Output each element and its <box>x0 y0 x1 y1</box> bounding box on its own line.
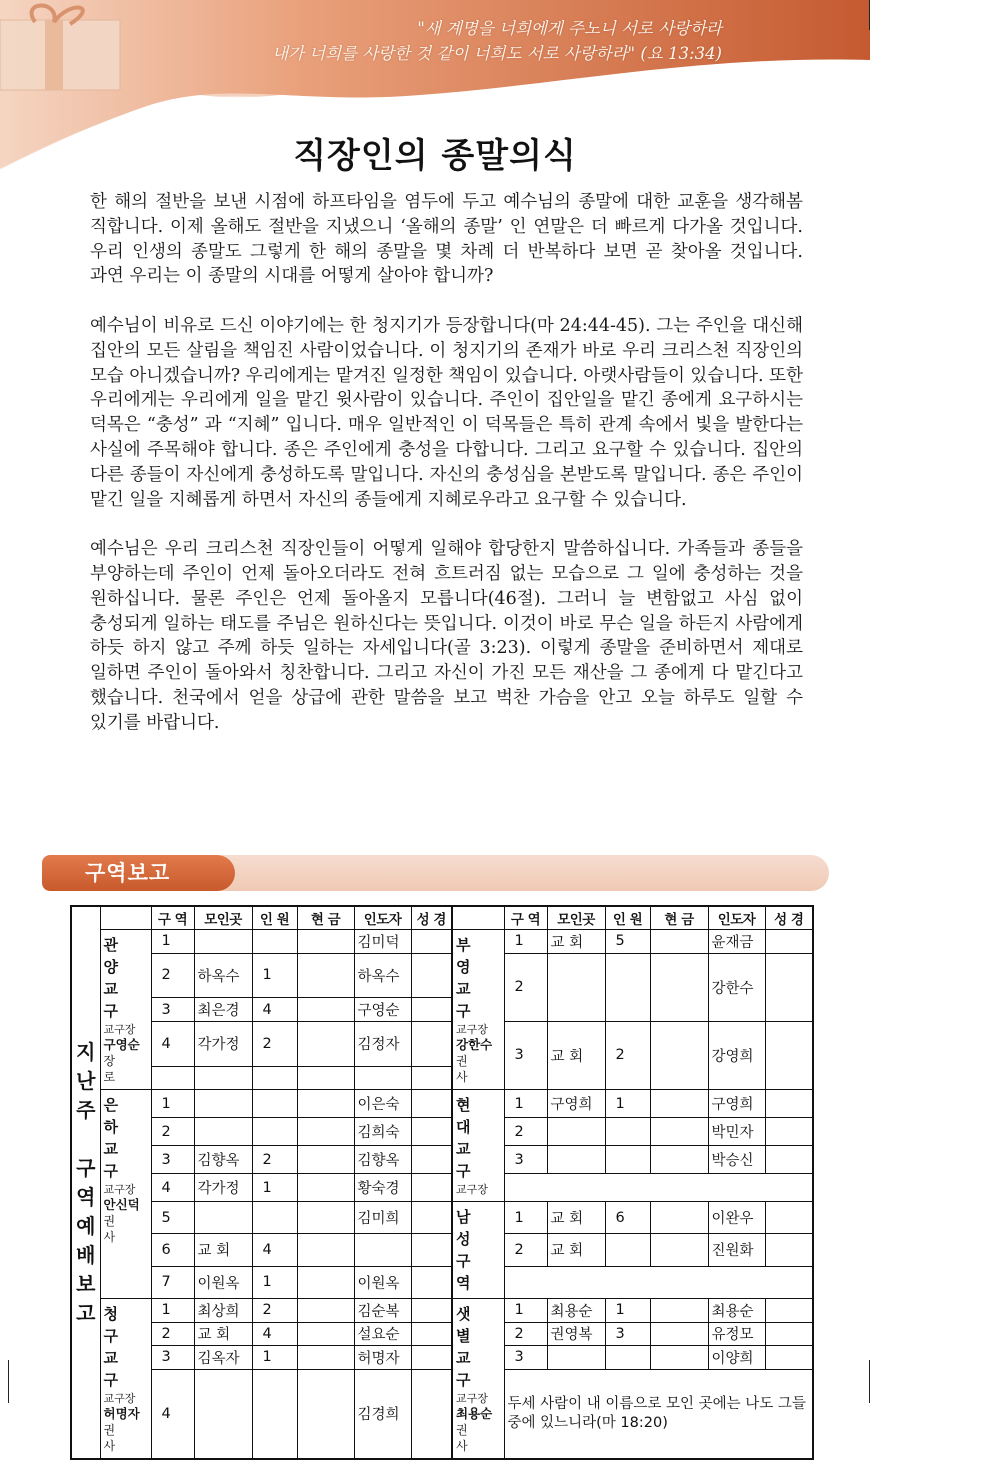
leader-cell: 김미희 <box>354 1202 411 1234</box>
meeting-place: 교 회 <box>547 1202 605 1234</box>
district-name: 청 구 <box>103 1305 126 1345</box>
offering-amount <box>650 1346 708 1370</box>
offering-amount <box>297 1322 354 1346</box>
district-name-cell <box>100 1299 151 1460</box>
district-name: 현 대 <box>456 1096 479 1136</box>
leader-name: 구영순 <box>103 1037 140 1052</box>
attendance-count <box>605 1146 650 1174</box>
offering-amount <box>650 1118 708 1146</box>
column-header: 인도자 <box>708 906 765 930</box>
table-row <box>71 1266 813 1298</box>
leader-cell: 구영순 <box>354 998 411 1022</box>
attendance-count <box>252 1090 297 1118</box>
table-cell <box>765 953 813 1021</box>
attendance-count: 3 <box>605 1322 650 1346</box>
leader-cell: 김순복 <box>354 1299 411 1323</box>
row-number: 1 <box>151 1299 194 1323</box>
leader-cell: 유정모 <box>708 1322 765 1346</box>
attendance-count: 4 <box>252 1322 297 1346</box>
table-cell: 강한수 <box>708 953 765 1021</box>
side-label-char: 지 <box>76 1039 96 1064</box>
row-number: 3 <box>151 1346 194 1370</box>
offering-amount <box>297 1202 354 1234</box>
leader-cell: 김향옥 <box>354 1146 411 1174</box>
meeting-place <box>194 1202 252 1234</box>
paragraph-2: 예수님이 비유로 드신 이야기에는 한 청지기가 등장합니다(마 24:44-45). 그는 주인을 대신해 집안의 모든 살림을 책임진 사람이었습니다. 이 청지기의 존재가 바로 우리 크리스천 직장인의 모습 아니겠습니까? 우리에게는 맡겨진 일정한 책임이 있습니다. 아랫사람들이 있습니다. 또한 우리에게는 우리에게 일을 맡긴 윗사람이 있습니다. 주인이 집안일을 맡긴 종에게 요구하시는 덕목은 “충성” 과 “지혜” 입니다. 매우 일반적인 이 덕목들은 특히 관계 속에서 빛을 발한다는 사실에 주목해야 합니다. 종은 주인에게 충성을 다합니다. 그리고 요구할 수 있습니다. 집안의 다른 종들이 자신에게 충성하도록 말입니다. 자신의 충성심을 본받도록 말입니다. 종은 주인이 맡긴 일을 지혜롭게 하면서 자신의 종들에게 지혜로우라고 요구할 수 있습니다. <box>90 315 803 510</box>
table-row <box>71 1202 813 1234</box>
district-type: 교 구 <box>103 1349 126 1389</box>
meeting-place: 김옥자 <box>194 1346 252 1370</box>
column-header: 인 원 <box>605 906 650 930</box>
district-name: 부 영 <box>456 936 479 976</box>
district-name-cell <box>452 1202 504 1299</box>
table-row <box>71 1174 813 1202</box>
bible-cell <box>411 1146 452 1174</box>
district-name: 남 성 <box>456 1208 479 1248</box>
table-row <box>71 1118 813 1146</box>
section-header <box>42 855 829 891</box>
district-name-cell <box>452 1299 504 1460</box>
row-number: 1 <box>504 1202 547 1234</box>
leader-cell: 김미덕 <box>354 930 411 954</box>
table-cell: 2 <box>605 1021 650 1089</box>
column-header: 모인곳 <box>547 906 605 930</box>
meeting-place: 구영희 <box>547 1090 605 1118</box>
district-type: 구 역 <box>456 1252 479 1292</box>
table-header-row <box>71 906 813 930</box>
table-row <box>71 1021 813 1066</box>
offering-amount <box>297 1266 354 1298</box>
table-cell <box>547 953 605 1021</box>
empty-cell <box>504 1266 813 1298</box>
leader-cell: 허명자 <box>354 1346 411 1370</box>
column-header: 성 경 <box>411 906 452 930</box>
offering-amount <box>297 1174 354 1202</box>
table-row <box>71 1369 813 1416</box>
attendance-count <box>252 1066 297 1090</box>
leader-cell: 하옥수 <box>354 953 411 998</box>
row-number: 3 <box>504 1346 547 1370</box>
table-row <box>71 953 813 998</box>
leader-cell: 김정자 <box>354 1021 411 1066</box>
table-cell <box>297 1369 354 1459</box>
table-row <box>71 1090 813 1118</box>
leader-cell: 김희숙 <box>354 1118 411 1146</box>
table-cell: 김경희 <box>354 1369 411 1459</box>
side-label-char: 배 <box>76 1242 96 1267</box>
scripture-footer: 두세 사람이 내 이름으로 모인 곳에는 나도 그들 중에 있느니라(마 18:20) <box>504 1369 813 1459</box>
bible-cell <box>765 1346 813 1370</box>
side-label-char: 난 <box>76 1068 96 1093</box>
attendance-count: 1 <box>252 953 297 998</box>
district-type: 교 구 <box>103 980 126 1020</box>
attendance-count <box>252 1202 297 1234</box>
district-name-cell <box>100 930 151 1090</box>
meeting-place <box>194 1066 252 1090</box>
table-cell: 4 <box>151 1369 194 1459</box>
row-number: 3 <box>504 1146 547 1174</box>
offering-amount <box>297 953 354 998</box>
bible-cell <box>411 1090 452 1118</box>
bible-cell <box>765 1299 813 1323</box>
attendance-count <box>252 1118 297 1146</box>
side-label-char: 예 <box>76 1213 96 1238</box>
bible-cell <box>411 1299 452 1323</box>
leader-cell: 설요순 <box>354 1322 411 1346</box>
bible-cell <box>411 1266 452 1298</box>
bible-cell <box>411 1021 452 1066</box>
bible-cell <box>765 1118 813 1146</box>
row-number: 4 <box>151 1021 194 1066</box>
district-type: 교 구 <box>456 1349 479 1389</box>
table-row <box>71 930 813 954</box>
leader-rank: 권 사 <box>456 1054 482 1084</box>
verse-line-1: "새 계명을 너희에게 주노니 서로 사랑하라 <box>417 19 722 38</box>
leader-cell: 이원옥 <box>354 1266 411 1298</box>
meeting-place: 교 회 <box>547 930 605 954</box>
header-blank <box>100 906 151 930</box>
attendance-count: 6 <box>605 1202 650 1234</box>
row-number: 3 <box>151 998 194 1022</box>
table-row <box>71 1234 813 1266</box>
attendance-count: 4 <box>252 1234 297 1266</box>
meeting-place: 김향옥 <box>194 1146 252 1174</box>
table-cell <box>194 1369 252 1459</box>
meeting-place <box>194 1090 252 1118</box>
column-header: 현 금 <box>297 906 354 930</box>
leader-name: 안신덕 <box>103 1197 140 1212</box>
meeting-place: 이원옥 <box>194 1266 252 1298</box>
attendance-count <box>252 930 297 954</box>
bible-cell <box>411 1066 452 1090</box>
leader-cell: 황숙경 <box>354 1174 411 1202</box>
offering-amount <box>650 930 708 954</box>
meeting-place: 교 회 <box>547 1234 605 1266</box>
table-cell: 강영희 <box>708 1021 765 1089</box>
leader-name: 허명자 <box>103 1406 140 1421</box>
empty-cell <box>504 1174 813 1202</box>
paragraph-1: 한 해의 절반을 보낸 시점에 하프타임을 염두에 두고 예수님의 종말에 대한 교훈을 생각해봄 직합니다. 이제 올해도 절반을 지냈으니 ‘올해의 종말’ 인 연말은 더 빠르게 다가올 것입니다. 우리 인생의 종말도 그렇게 한 해의 종말을 몇 차례 더 반복하다 보면 곧 찾아올 것입니다. 과연 우리는 이 종말의 시대를 어떻게 살아야 합니까? <box>90 192 803 287</box>
attendance-count: 1 <box>605 1299 650 1323</box>
row-number: 1 <box>151 930 194 954</box>
district-name-cell <box>100 1090 151 1299</box>
attendance-count <box>605 1234 650 1266</box>
attendance-count <box>605 1346 650 1370</box>
leader-cell <box>354 1066 411 1090</box>
bible-cell <box>411 998 452 1022</box>
side-label-cell <box>71 906 100 1459</box>
header-blank <box>452 906 504 930</box>
row-number <box>151 1066 194 1090</box>
row-number: 2 <box>504 1118 547 1146</box>
table-cell <box>605 953 650 1021</box>
leader-role: 교구장 <box>103 1023 136 1036</box>
district-type: 교 구 <box>103 1140 126 1180</box>
offering-amount <box>297 1146 354 1174</box>
side-label-char: 고 <box>76 1300 96 1325</box>
meeting-place <box>547 1146 605 1174</box>
table-row <box>71 1322 813 1346</box>
row-number: 2 <box>151 1118 194 1146</box>
side-label-char: 구 <box>76 1155 96 1180</box>
table-cell: 2 <box>504 953 547 1021</box>
row-number: 1 <box>504 1090 547 1118</box>
row-number: 3 <box>151 1146 194 1174</box>
bible-cell <box>765 1090 813 1118</box>
meeting-place: 각가정 <box>194 1174 252 1202</box>
meeting-place: 권영복 <box>547 1322 605 1346</box>
leader-role: 교구장 <box>456 1023 488 1036</box>
offering-amount <box>650 1146 708 1174</box>
attendance-count: 4 <box>252 998 297 1022</box>
leader-name: 강한수 <box>456 1037 493 1052</box>
page-margin-line <box>869 0 870 30</box>
meeting-place <box>547 1118 605 1146</box>
offering-amount <box>297 1234 354 1266</box>
district-name-cell <box>452 930 504 1090</box>
offering-amount <box>297 1090 354 1118</box>
district-type: 교 구 <box>456 980 479 1020</box>
row-number: 2 <box>504 1234 547 1266</box>
bible-cell <box>765 930 813 954</box>
leader-cell: 구영희 <box>708 1090 765 1118</box>
meeting-place <box>194 1118 252 1146</box>
district-name: 은 하 <box>103 1096 126 1136</box>
side-label-char: 보 <box>76 1271 96 1296</box>
leader-name: 최용순 <box>456 1406 493 1421</box>
offering-amount <box>297 1346 354 1370</box>
row-number: 7 <box>151 1266 194 1298</box>
bible-cell <box>765 1202 813 1234</box>
row-number: 5 <box>151 1202 194 1234</box>
bible-cell <box>765 1322 813 1346</box>
leader-rank: 장 로 <box>103 1054 130 1084</box>
table-cell: 교 회 <box>547 1021 605 1089</box>
leader-role: 교구장 <box>103 1183 136 1196</box>
leader-role: 교구장 <box>103 1392 136 1405</box>
table-row <box>71 1299 813 1323</box>
attendance-count: 2 <box>252 1299 297 1323</box>
bible-cell <box>411 953 452 998</box>
meeting-place: 교 회 <box>194 1322 252 1346</box>
row-number: 1 <box>151 1090 194 1118</box>
offering-amount <box>650 1322 708 1346</box>
bible-cell <box>411 1346 452 1370</box>
leader-cell: 박민자 <box>708 1118 765 1146</box>
meeting-place <box>194 930 252 954</box>
table-cell <box>650 1021 708 1089</box>
table-cell <box>650 953 708 1021</box>
column-header: 현 금 <box>650 906 708 930</box>
row-number: 1 <box>504 1299 547 1323</box>
district-type: 교 구 <box>456 1140 479 1180</box>
attendance-count: 1 <box>252 1346 297 1370</box>
leader-cell: 진원화 <box>708 1234 765 1266</box>
leader-cell: 이은숙 <box>354 1090 411 1118</box>
bible-cell <box>765 1146 813 1174</box>
table-cell <box>252 1369 297 1459</box>
column-header: 인 원 <box>252 906 297 930</box>
row-number: 2 <box>151 1322 194 1346</box>
offering-amount <box>297 1118 354 1146</box>
offering-amount <box>297 1299 354 1323</box>
page-margin-line <box>869 1360 870 1403</box>
offering-amount <box>650 1202 708 1234</box>
offering-amount <box>297 930 354 954</box>
meeting-place: 하옥수 <box>194 953 252 998</box>
offering-amount <box>650 1299 708 1323</box>
offering-amount <box>297 1066 354 1090</box>
paragraph-3: 예수님은 우리 크리스천 직장인들이 어떻게 일해야 합당한지 말씀하십니다. 가족들과 종들을 부양하는데 주인이 언제 돌아오더라도 전혀 흐트러짐 없는 모습으로 그 일에 충성하는 것을 원하십니다. 물론 주인은 언제 돌아올지 모릅니다(46절). 그러니 늘 변함없고 사심 없이 충성되게 일하는 태도를 주님은 원하신다는 뜻입니다. 이것이 바로 무슨 일을 하든지 사람에게 하듯 하지 않고 주께 하듯 일하는 자세입니다(골 3:23). 이렇게 종말을 준비하면서 제대로 일하면 주인이 돌아와서 칭찬합니다. 그리고 자신이 가진 모든 재산을 그 종에게 다 맡긴다고 했습니다. 천국에서 얻을 상급에 관한 말씀을 보고 벅찬 가슴을 안고 오늘 하루도 일할 수 있기를 바랍니다. <box>90 539 803 733</box>
column-header: 인도자 <box>354 906 411 930</box>
district-name: 관 양 <box>103 936 126 976</box>
section-title: 구역보고 <box>42 855 235 891</box>
meeting-place: 최상희 <box>194 1299 252 1323</box>
bible-cell <box>411 930 452 954</box>
table-cell <box>765 1021 813 1089</box>
row-number: 6 <box>151 1234 194 1266</box>
bible-cell <box>411 1118 452 1146</box>
meeting-place: 최은경 <box>194 998 252 1022</box>
table-cell: 3 <box>504 1021 547 1089</box>
side-label-char: 역 <box>76 1184 96 1209</box>
district-report-table <box>70 905 814 1460</box>
attendance-count <box>605 1118 650 1146</box>
leader-role: 교구장 <box>456 1183 488 1196</box>
bible-cell <box>411 1174 452 1202</box>
attendance-count: 5 <box>605 930 650 954</box>
side-label-char: 주 <box>76 1097 96 1122</box>
column-header: 모인곳 <box>194 906 252 930</box>
bible-cell <box>411 1322 452 1346</box>
offering-amount <box>297 998 354 1022</box>
bible-cell <box>411 1202 452 1234</box>
leader-rank: 권 사 <box>103 1214 130 1244</box>
side-label-char <box>72 1125 100 1154</box>
row-number: 2 <box>151 953 194 998</box>
table-cell <box>411 1369 452 1459</box>
leader-cell: 박승신 <box>708 1146 765 1174</box>
attendance-count: 1 <box>605 1090 650 1118</box>
meeting-place <box>547 1346 605 1370</box>
column-header: 구 역 <box>504 906 547 930</box>
leader-cell: 윤재금 <box>708 930 765 954</box>
district-name-cell <box>452 1090 504 1202</box>
district-name: 샛 별 <box>456 1305 479 1345</box>
leader-cell: 이완우 <box>708 1202 765 1234</box>
scripture-verse <box>162 16 722 66</box>
attendance-count: 1 <box>252 1174 297 1202</box>
leader-cell <box>354 1234 411 1266</box>
verse-line-2: 내가 너희를 사랑한 것 같이 너희도 서로 사랑하라" (요 13:34) <box>272 44 722 63</box>
attendance-count: 2 <box>252 1146 297 1174</box>
column-header: 성 경 <box>765 906 813 930</box>
page-title: 직장인의 종말의식 <box>293 136 577 176</box>
article-body <box>90 190 803 760</box>
row-number: 2 <box>504 1322 547 1346</box>
row-number: 1 <box>504 930 547 954</box>
attendance-count: 2 <box>252 1021 297 1066</box>
leader-cell: 이양희 <box>708 1346 765 1370</box>
meeting-place: 최용순 <box>547 1299 605 1323</box>
leader-rank: 권 사 <box>456 1423 482 1453</box>
attendance-count: 1 <box>252 1266 297 1298</box>
meeting-place: 각가정 <box>194 1021 252 1066</box>
page-margin-line <box>8 1360 9 1403</box>
offering-amount <box>650 1090 708 1118</box>
bible-cell <box>765 1234 813 1266</box>
meeting-place: 교 회 <box>194 1234 252 1266</box>
column-header: 구 역 <box>151 906 194 930</box>
leader-role: 교구장 <box>456 1392 488 1405</box>
leader-cell: 최용순 <box>708 1299 765 1323</box>
row-number: 4 <box>151 1174 194 1202</box>
table-row <box>71 1346 813 1370</box>
offering-amount <box>650 1234 708 1266</box>
offering-amount <box>297 1021 354 1066</box>
bible-cell <box>411 1234 452 1266</box>
leader-rank: 권 사 <box>103 1423 130 1453</box>
table-row <box>71 1146 813 1174</box>
